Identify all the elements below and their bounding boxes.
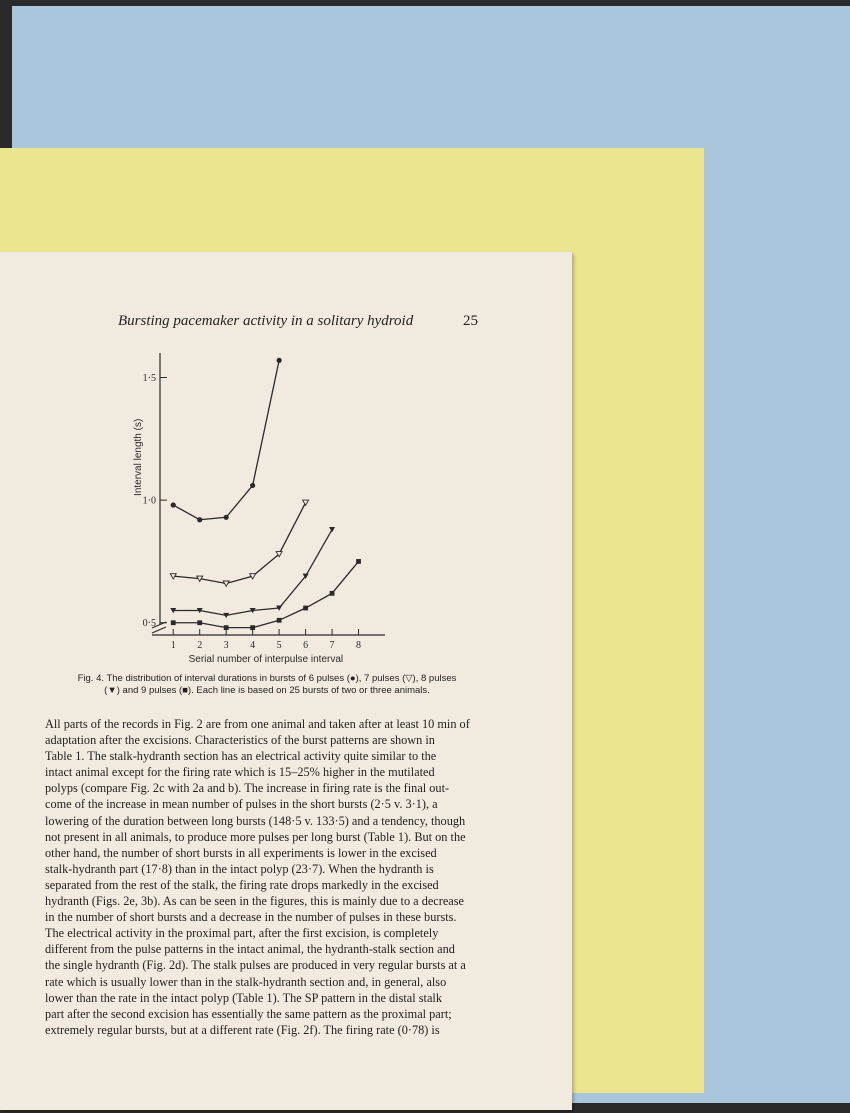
body-text-line: lowering of the duration between long bursts (148·5 v. 133·5) and a tendency, though — [45, 813, 466, 828]
y-tick-label: 1·5 — [142, 373, 156, 385]
body-text-line: extremely regular bursts, but at a different rate (Fig. 2f). The firing rate (0·78) is — [45, 1022, 440, 1037]
body-text-line: in the number of short bursts and a decrease in the number of pulses in these bursts. — [45, 910, 457, 925]
x-tick-label: 3 — [223, 640, 229, 651]
y-tick-label: 1·0 — [142, 495, 156, 507]
caption-line: (▼) and 9 pulses (■). Each line is based on 25 bursts of two or three animals. — [104, 685, 430, 696]
data-point — [277, 358, 282, 363]
data-point — [197, 620, 202, 625]
data-point — [277, 618, 282, 623]
data-point — [171, 620, 176, 625]
body-text-line: other hand, the number of short bursts in all experiments is lower in the excised — [45, 845, 437, 860]
data-point — [329, 527, 335, 532]
running-head: Bursting pacemaker activity in a solitary hydroid — [118, 313, 414, 329]
data-point — [197, 517, 202, 522]
series-line — [173, 503, 305, 584]
data-point — [224, 625, 229, 630]
body-paragraph — [45, 716, 481, 1038]
y-axis-label: Interval length (s) — [133, 418, 144, 496]
body-text-line: part after the second excision has essentially the same pattern as the proximal part; — [45, 1006, 452, 1021]
body-text-line: adaptation after the excisions. Characteristics of the burst patterns are shown in — [45, 733, 435, 748]
body-text-line: the single hydranth (Fig. 2d). The stalk pulses are produced in very regular bursts at a — [45, 958, 466, 973]
data-point — [250, 625, 255, 630]
body-text-line: The electrical activity in the proximal part, after the first excision, is completely — [45, 926, 439, 941]
x-tick-label: 4 — [250, 640, 256, 651]
data-point — [330, 591, 335, 596]
figure-caption — [62, 673, 472, 697]
data-point — [303, 500, 309, 505]
body-text-line: come of the increase in mean number of pulses in the short bursts (2·5 v. 3·1), a — [45, 797, 438, 812]
x-tick-label: 2 — [197, 640, 203, 651]
page-number: 25 — [463, 313, 478, 329]
x-tick-label: 8 — [356, 640, 362, 651]
body-text-line: not present in all animals, to produce more pulses per long burst (Table 1). But on the — [45, 829, 466, 844]
body-text-line: different from the pulse patterns in the intact animal, the hydranth-stalk section and — [45, 942, 455, 957]
body-text-line: separated from the rest of the stalk, the firing rate drops markedly in the excised — [45, 877, 439, 892]
body-text-line: Table 1. The stalk-hydranth section has an electrical activity quite similar to the — [45, 749, 437, 764]
line-chart — [125, 345, 390, 670]
x-tick-label: 6 — [303, 640, 309, 651]
body-text-line: lower than the rate in the intact polyp (Table 1). The SP pattern in the distal stalk — [45, 990, 442, 1005]
body-text-line: hydranth (Figs. 2e, 3b). As can be seen in the figures, this is mainly due to a decrease — [45, 894, 465, 909]
x-tick-label: 1 — [170, 640, 176, 651]
x-tick-label: 5 — [276, 640, 282, 651]
body-text-line: stalk-hydranth part (17·8) than in the intact polyp (23·7). When the hydranth is — [45, 861, 434, 876]
series-line — [173, 530, 332, 616]
body-text-line: polyps (compare Fig. 2c with 2a and b). The increase in firing rate is the final out- — [45, 781, 450, 796]
caption-line: Fig. 4. The distribution of interval durations in bursts of 6 pulses (●), 7 pulses (▽), 8 pulses — [77, 673, 457, 684]
body-text-line: intact animal except for the firing rate which is 15–25% higher in the mutilated — [45, 765, 435, 780]
body-text-line: rate which is usually lower than in the stalk-hydranth section and, in general, also — [45, 974, 447, 989]
series-line — [173, 360, 279, 519]
body-text-line: All parts of the records in Fig. 2 are from one animal and taken after at least 10 min of — [45, 717, 470, 731]
x-tick-label: 7 — [329, 640, 335, 651]
x-axis-label: Serial number of interpulse interval — [188, 654, 344, 665]
y-tick-label: 0·5 — [142, 618, 156, 630]
data-point — [224, 515, 229, 520]
data-point — [250, 483, 255, 488]
data-point — [356, 559, 361, 564]
data-point — [303, 606, 308, 611]
data-point — [171, 502, 176, 507]
